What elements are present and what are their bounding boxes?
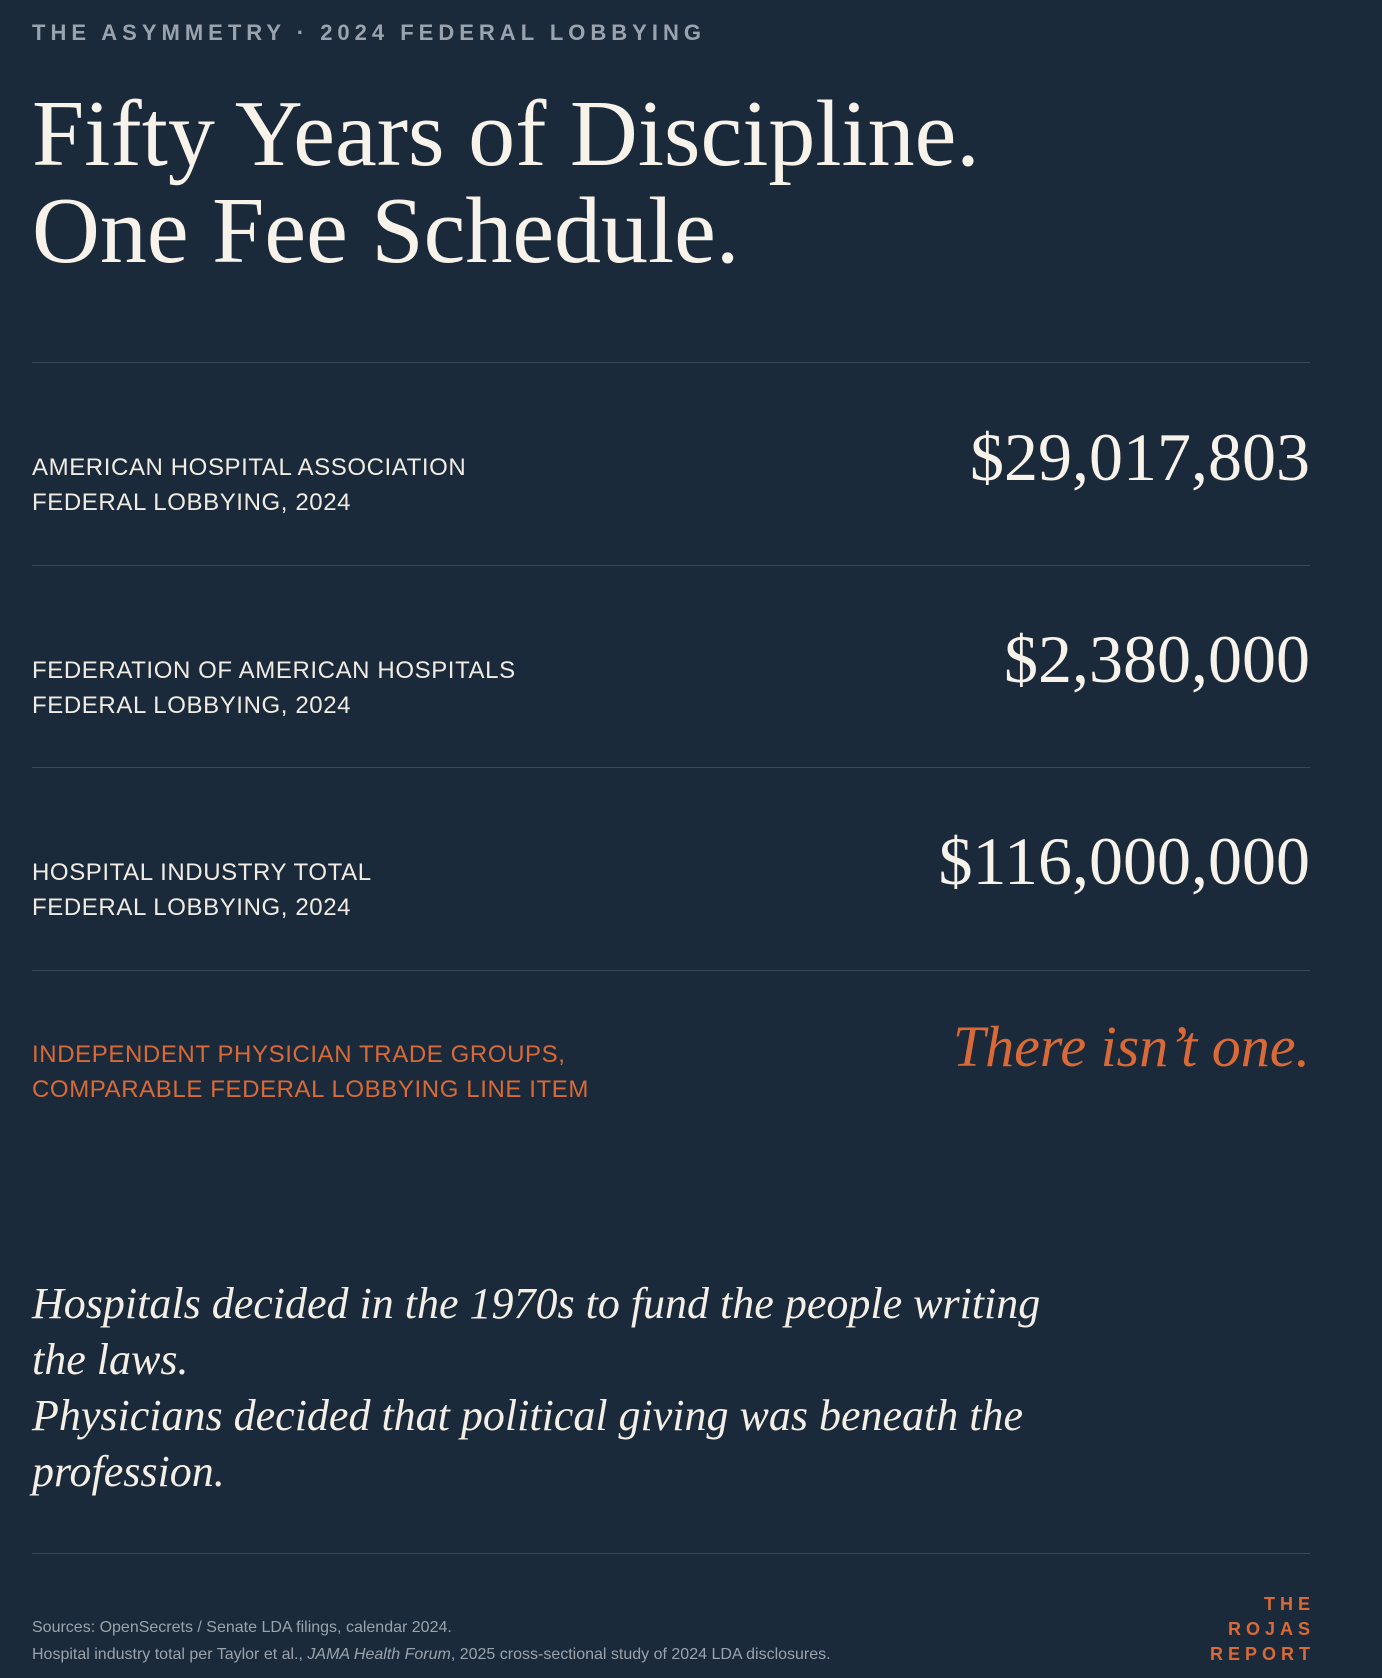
row-label-physician-groups [32, 1037, 589, 1107]
row-label-aha [32, 450, 466, 520]
row-label-line: AMERICAN HOSPITAL ASSOCIATION [32, 454, 467, 481]
quote-line: Hospitals decided in the 1970s to fund the people writing [32, 1279, 1041, 1328]
row-value-industry-total: $116,000,000 [938, 823, 1310, 899]
divider [32, 970, 1310, 971]
infographic-page [32, 0, 1315, 1678]
sources-line-2 [32, 1641, 831, 1668]
logo-word: THE [1264, 1594, 1315, 1614]
quote-line: the laws. [32, 1335, 189, 1384]
row-label-line: INDEPENDENT PHYSICIAN TRADE GROUPS, [32, 1041, 566, 1068]
pull-quote [32, 1276, 1182, 1500]
headline-line-1: Fifty Years of Discipline. [32, 82, 980, 186]
quote-line: profession. [32, 1447, 225, 1496]
row-label-line: COMPARABLE FEDERAL LOBBYING LINE ITEM [32, 1076, 589, 1103]
sources [32, 1614, 831, 1668]
sources-line-1: Sources: OpenSecrets / Senate LDA filings, calendar 2024. [32, 1619, 452, 1636]
row-value-physician-groups: There isn’t one. [952, 1014, 1310, 1079]
sources-text: Hospital industry total per Taylor et al., [32, 1646, 308, 1663]
row-value-aha: $29,017,803 [970, 419, 1310, 495]
row-label-line: FEDERAL LOBBYING, 2024 [32, 894, 352, 921]
quote-line: Physicians decided that political giving was beneath the [32, 1391, 1024, 1440]
page-title [32, 82, 1282, 283]
row-label-line: FEDERAL LOBBYING, 2024 [32, 692, 352, 719]
brand-logo [1209, 1592, 1315, 1667]
row-label-line: FEDERAL LOBBYING, 2024 [32, 489, 352, 516]
divider [32, 565, 1310, 566]
divider [32, 362, 1310, 363]
logo-word: REPORT [1209, 1644, 1315, 1664]
sources-text: , 2025 cross-sectional study of 2024 LDA disclosures. [450, 1646, 831, 1663]
kicker: THE ASYMMETRY · 2024 FEDERAL LOBBYING [32, 20, 706, 45]
row-value-fah: $2,380,000 [1004, 621, 1310, 697]
row-label-line: FEDERATION OF AMERICAN HOSPITALS [32, 657, 516, 684]
divider [32, 1553, 1310, 1554]
row-label-line: HOSPITAL INDUSTRY TOTAL [32, 859, 372, 886]
headline-line-2: One Fee Schedule. [32, 179, 740, 283]
logo-word: ROJAS [1227, 1619, 1315, 1639]
row-label-industry-total [32, 855, 372, 925]
sources-journal: JAMA Health Forum [307, 1646, 451, 1663]
divider [32, 767, 1310, 768]
row-label-fah [32, 653, 516, 723]
